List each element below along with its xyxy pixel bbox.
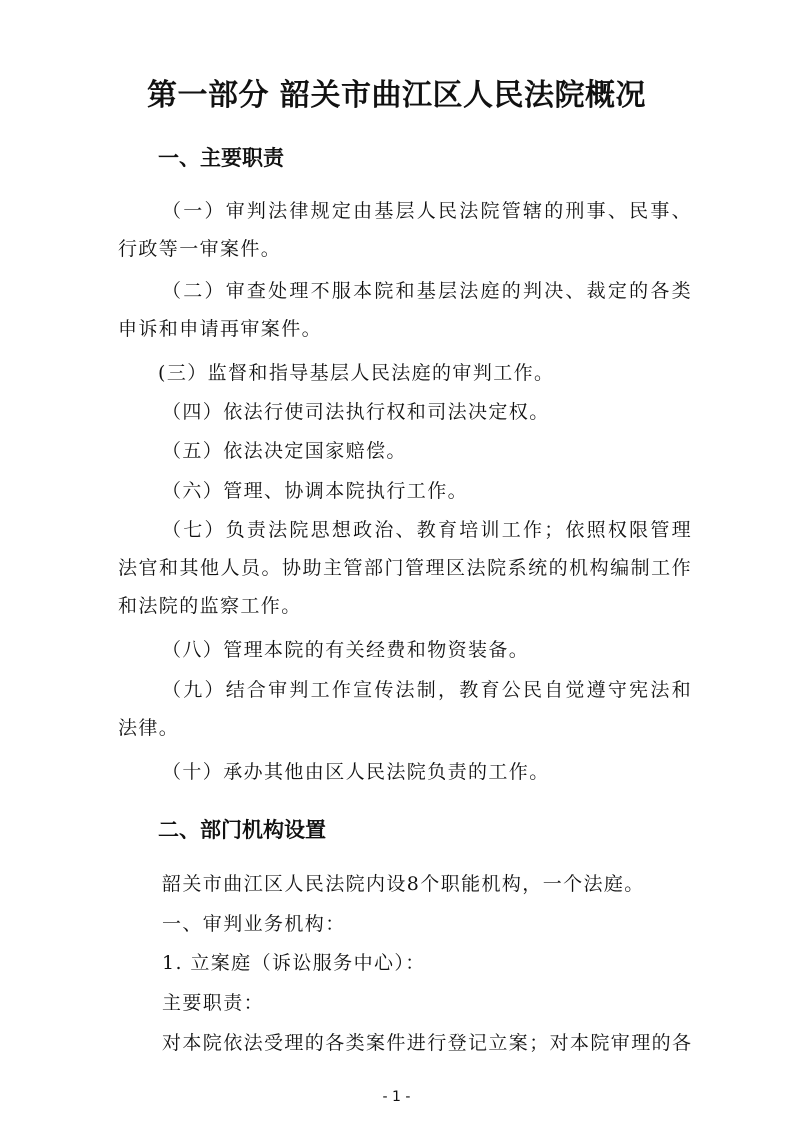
duties-text: 对本院依法受理的各类案件进行登记立案；对本院审理的各 <box>162 1032 693 1054</box>
page-title: 第一部分 韶关市曲江区人民法院概况 <box>147 78 646 113</box>
filing-division-title: 1. 立案庭（诉讼服务中心）： <box>162 952 426 974</box>
duty-item-6: （六）管理、协调本院执行工作。 <box>162 480 469 502</box>
duty-item-5: （五）依法决定国家赔偿。 <box>162 440 407 462</box>
duty-item-3: (三）监督和指导基层人民法庭的审判工作。 <box>158 362 555 384</box>
duty-item-7: （七）负责法院思想政治、教育培训工作；依照权限管理法官和其他人员。协助主管部门管理区法院系统的机构编制工作和法院的监察工作。 <box>118 519 692 617</box>
departments-intro: 韶关市曲江区人民法院内设8个职能机构，一个法庭。 <box>162 873 645 895</box>
section-heading-main-duties: 一、主要职责 <box>158 146 284 170</box>
section-heading-departments: 二、部门机构设置 <box>158 818 326 842</box>
duty-item-10: （十）承办其他由区人民法院负责的工作。 <box>162 761 550 783</box>
duty-item-8: （八）管理本院的有关经费和物资装备。 <box>162 639 530 661</box>
page-number: - 1 - <box>382 1089 411 1105</box>
duty-item-9: （九）结合审判工作宣传法制，教育公民自觉遵守宪法和法律。 <box>118 679 692 739</box>
duty-item-1: （一）审判法律规定由基层人民法院管辖的刑事、民事、行政等一审案件。 <box>118 200 692 260</box>
duties-label: 主要职责： <box>162 992 265 1014</box>
duty-item-4: （四）依法行使司法执行权和司法决定权。 <box>162 401 550 423</box>
duty-item-2: （二）审查处理不服本院和基层法庭的判决、裁定的各类申诉和申请再审案件。 <box>118 280 692 340</box>
trial-business-heading: 一、审判业务机构： <box>162 913 346 935</box>
